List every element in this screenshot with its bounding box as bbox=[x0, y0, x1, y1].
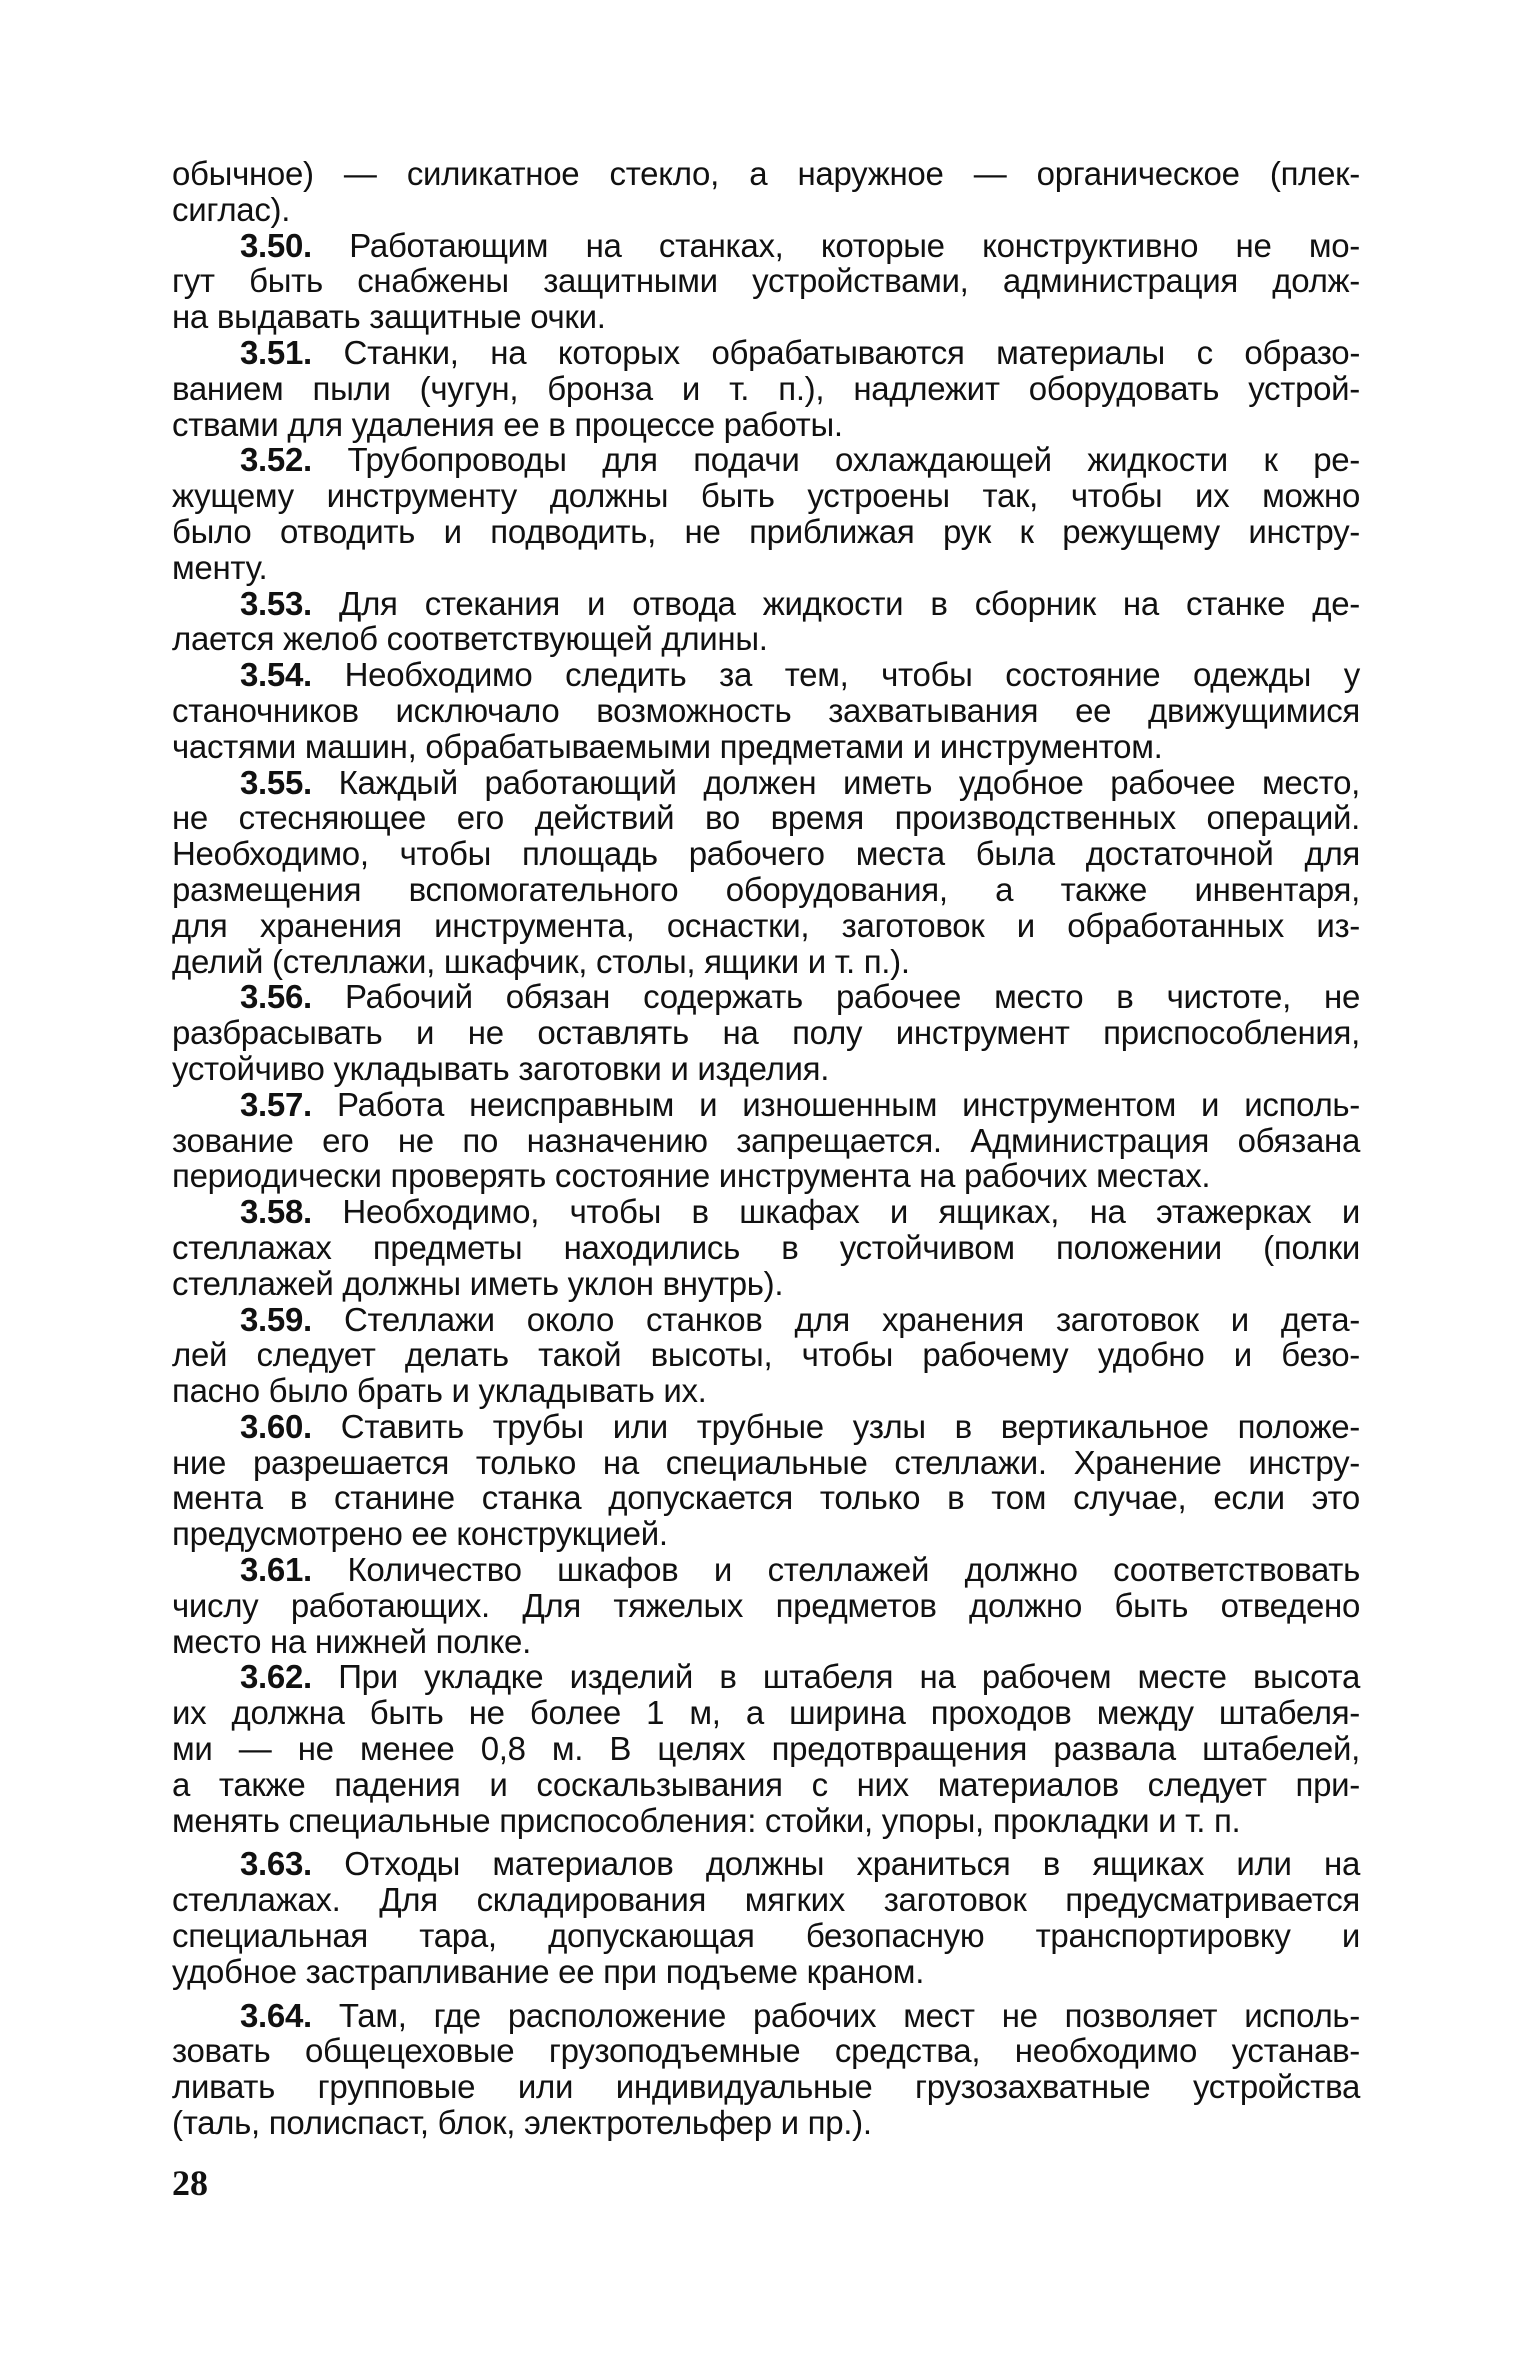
text-line bbox=[172, 1194, 1360, 1230]
text-line bbox=[172, 442, 1360, 478]
line-text: место на нижней полке. bbox=[172, 1622, 531, 1660]
line-text: числу работающих. Для тяжелых предметов должно быть отведено bbox=[172, 1586, 1360, 1624]
line-text: Станки, на которых обрабатываются материалы с образо- bbox=[343, 333, 1361, 371]
text-line bbox=[172, 1803, 1360, 1839]
paragraph-number: 3.60. bbox=[240, 1407, 312, 1445]
line-text: Отходы материалов должны храниться в ящиках или на bbox=[344, 1845, 1361, 1883]
line-text: на выдавать защитные очки. bbox=[172, 298, 606, 336]
line-text: (таль, полиспаст, блок, электротельфер и пр.). bbox=[172, 2104, 872, 2142]
paragraph bbox=[172, 1302, 1360, 1409]
text-line bbox=[172, 979, 1360, 1015]
line-text: Трубопроводы для подачи охлаждающей жидкости к ре- bbox=[347, 441, 1360, 479]
line-text: Там, где расположение рабочих мест не позволяет исполь- bbox=[338, 1996, 1360, 2034]
text-line bbox=[172, 514, 1360, 550]
text-line bbox=[172, 228, 1360, 264]
paragraph-number: 3.57. bbox=[240, 1085, 312, 1123]
paragraph-number: 3.59. bbox=[240, 1300, 312, 1338]
line-text: было отводить и подводить, не приближая рук к режущему инстру- bbox=[172, 512, 1360, 550]
paragraph bbox=[172, 586, 1360, 658]
line-text: менту. bbox=[172, 548, 268, 586]
text-line bbox=[172, 1373, 1360, 1409]
text-line bbox=[172, 1087, 1360, 1123]
text-line bbox=[172, 1480, 1360, 1516]
text-line bbox=[172, 1015, 1360, 1051]
text-line bbox=[172, 1051, 1360, 1087]
text-line bbox=[172, 944, 1360, 980]
line-text: а также падения и соскальзывания с них материалов следует при- bbox=[172, 1765, 1360, 1803]
line-text: для хранения инструмента, оснастки, заготовок и обработанных из- bbox=[172, 906, 1360, 944]
line-text: Стеллажи около станков для хранения заготовок и дета- bbox=[343, 1300, 1360, 1338]
line-text: При укладке изделий в штабеля на рабочем месте высота bbox=[338, 1658, 1360, 1696]
line-text: лается желоб соответствующей длины. bbox=[172, 620, 768, 658]
page-number: 28 bbox=[172, 2163, 208, 2203]
line-text: размещения вспомогательного оборудования, а также инвентаря, bbox=[172, 870, 1360, 908]
paragraph bbox=[172, 1087, 1360, 1194]
text-line bbox=[172, 1230, 1360, 1266]
text-line bbox=[172, 836, 1360, 872]
text-line bbox=[172, 1337, 1360, 1373]
text-line bbox=[172, 2069, 1360, 2105]
paragraph-number: 3.53. bbox=[240, 584, 312, 622]
text-line bbox=[172, 693, 1360, 729]
paragraph bbox=[172, 657, 1360, 764]
paragraph bbox=[172, 1998, 1360, 2141]
paragraph-number: 3.52. bbox=[240, 441, 312, 479]
line-text: менять специальные приспособления: стойки, упоры, прокладки и т. п. bbox=[172, 1801, 1241, 1839]
line-text: стеллажах предметы находились в устойчивом положении (полки bbox=[172, 1228, 1360, 1266]
paragraph-number: 3.55. bbox=[240, 763, 312, 801]
line-text: обычное) — силикатное стекло, а наружное — органическое (плек- bbox=[172, 155, 1360, 192]
text-line bbox=[172, 1846, 1360, 1882]
text-line bbox=[172, 1767, 1360, 1803]
text-line bbox=[172, 1998, 1360, 2034]
text-line bbox=[172, 800, 1360, 836]
text-line bbox=[172, 657, 1360, 693]
text-line bbox=[172, 1882, 1360, 1918]
text-line bbox=[172, 729, 1360, 765]
text-line bbox=[172, 1516, 1360, 1552]
text-line bbox=[172, 263, 1360, 299]
document-body bbox=[172, 156, 1360, 2141]
text-line bbox=[172, 1266, 1360, 1302]
line-text: Для стекания и отвода жидкости в сборник на станке де- bbox=[339, 584, 1360, 622]
line-text: предусмотрено ее конструкцией. bbox=[172, 1515, 668, 1553]
paragraph-number: 3.62. bbox=[240, 1658, 312, 1696]
paragraph-number: 3.51. bbox=[240, 333, 312, 371]
line-text: лей следует делать такой высоты, чтобы рабочему удобно и безо- bbox=[172, 1336, 1360, 1374]
line-text: сиглас). bbox=[172, 190, 291, 228]
line-text: ванием пыли (чугун, бронза и т. п.), надлежит оборудовать устрой- bbox=[172, 369, 1360, 407]
paragraph bbox=[172, 979, 1360, 1086]
line-text: зование его не по назначению запрещается. Администрация обязана bbox=[172, 1121, 1360, 1159]
line-text: Необходимо следить за тем, чтобы состояние одежды у bbox=[344, 656, 1360, 694]
text-line bbox=[172, 1954, 1360, 1990]
text-line bbox=[172, 1123, 1360, 1159]
paragraph-number: 3.63. bbox=[240, 1845, 312, 1883]
line-text: Работа неисправным и изношенным инструментом и исполь- bbox=[336, 1085, 1360, 1123]
paragraph bbox=[172, 335, 1360, 442]
text-line bbox=[172, 192, 1360, 228]
line-text: Необходимо, чтобы площадь рабочего места была достаточной для bbox=[172, 835, 1360, 873]
line-text: Необходимо, чтобы в шкафах и ящиках, на этажерках и bbox=[342, 1193, 1360, 1231]
line-text: специальная тара, допускающая безопасную транспортировку и bbox=[172, 1917, 1360, 1955]
line-text: гут быть снабжены защитными устройствами, администрация долж- bbox=[172, 262, 1360, 300]
line-text: стеллажах. Для складирования мягких заготовок предусматривается bbox=[172, 1881, 1360, 1919]
line-text: Ставить трубы или трубные узлы в вертикальное положе- bbox=[340, 1407, 1360, 1445]
line-text: Каждый работающий должен иметь удобное рабочее место, bbox=[338, 763, 1360, 801]
line-text: мента в станине станка допускается только в том случае, если это bbox=[172, 1479, 1360, 1517]
text-line bbox=[172, 621, 1360, 657]
text-line bbox=[172, 1302, 1360, 1338]
line-text: Количество шкафов и стеллажей должно соответствовать bbox=[347, 1551, 1360, 1589]
line-text: ние разрешается только на специальные стеллажи. Хранение инстру- bbox=[172, 1443, 1360, 1481]
paragraph bbox=[172, 1659, 1360, 1838]
paragraph-number: 3.54. bbox=[240, 656, 312, 694]
paragraph bbox=[172, 442, 1360, 585]
text-line bbox=[172, 550, 1360, 586]
text-line bbox=[172, 765, 1360, 801]
line-text: удобное застрапливание ее при подъеме краном. bbox=[172, 1952, 925, 1990]
paragraph-number: 3.50. bbox=[240, 226, 312, 264]
text-line bbox=[172, 1659, 1360, 1695]
paragraph-number: 3.58. bbox=[240, 1193, 312, 1231]
text-line bbox=[172, 1695, 1360, 1731]
paragraph-number: 3.64. bbox=[240, 1996, 312, 2034]
text-line bbox=[172, 908, 1360, 944]
line-text: ствами для удаления ее в процессе работы. bbox=[172, 405, 843, 443]
paragraph bbox=[172, 156, 1360, 228]
line-text: Рабочий обязан содержать рабочее место в чистоте, не bbox=[344, 978, 1361, 1016]
text-line bbox=[172, 1624, 1360, 1660]
text-line bbox=[172, 586, 1360, 622]
paragraph bbox=[172, 1409, 1360, 1552]
paragraph bbox=[172, 1552, 1360, 1659]
text-line bbox=[172, 1445, 1360, 1481]
text-line bbox=[172, 371, 1360, 407]
line-text: не стесняющее его действий во время производственных операций. bbox=[172, 799, 1360, 837]
paragraph-number: 3.56. bbox=[240, 978, 312, 1016]
line-text: разбрасывать и не оставлять на полу инструмент приспособления, bbox=[172, 1014, 1360, 1052]
text-line bbox=[172, 2105, 1360, 2141]
paragraph bbox=[172, 765, 1360, 980]
text-line bbox=[172, 407, 1360, 443]
text-line bbox=[172, 156, 1360, 192]
text-line bbox=[172, 299, 1360, 335]
text-line bbox=[172, 1588, 1360, 1624]
line-text: периодически проверять состояние инструмента на рабочих местах. bbox=[172, 1157, 1211, 1195]
paragraph bbox=[172, 1194, 1360, 1301]
line-text: зовать общецеховые грузоподъемные средства, необходимо устанав- bbox=[172, 2032, 1360, 2070]
text-line bbox=[172, 1552, 1360, 1588]
text-line bbox=[172, 478, 1360, 514]
text-line bbox=[172, 1918, 1360, 1954]
text-line bbox=[172, 335, 1360, 371]
line-text: устойчиво укладывать заготовки и изделия. bbox=[172, 1049, 830, 1087]
line-text: станочников исключало возможность захватывания ее движущимися bbox=[172, 691, 1360, 729]
text-line bbox=[172, 872, 1360, 908]
text-line bbox=[172, 1158, 1360, 1194]
line-text: Работающим на станках, которые конструктивно не мо- bbox=[349, 226, 1360, 264]
text-line bbox=[172, 1409, 1360, 1445]
text-line bbox=[172, 1731, 1360, 1767]
line-text: жущему инструменту должны быть устроены так, чтобы их можно bbox=[172, 477, 1360, 515]
line-text: ми — не менее 0,8 м. В целях предотвращения развала штабелей, bbox=[172, 1730, 1360, 1768]
line-text: ливать групповые или индивидуальные грузозахватные устройства bbox=[172, 2068, 1360, 2106]
line-text: пасно было брать и укладывать их. bbox=[172, 1372, 707, 1410]
line-text: их должна быть не более 1 м, а ширина проходов между штабеля- bbox=[172, 1694, 1360, 1732]
line-text: стеллажей должны иметь уклон внутрь). bbox=[172, 1264, 784, 1302]
paragraph bbox=[172, 1846, 1360, 1989]
paragraph bbox=[172, 228, 1360, 335]
paragraph-number: 3.61. bbox=[240, 1551, 312, 1589]
text-line bbox=[172, 2033, 1360, 2069]
line-text: делий (стеллажи, шкафчик, столы, ящики и т. п.). bbox=[172, 942, 910, 980]
line-text: частями машин, обрабатываемыми предметами и инструментом. bbox=[172, 727, 1163, 765]
